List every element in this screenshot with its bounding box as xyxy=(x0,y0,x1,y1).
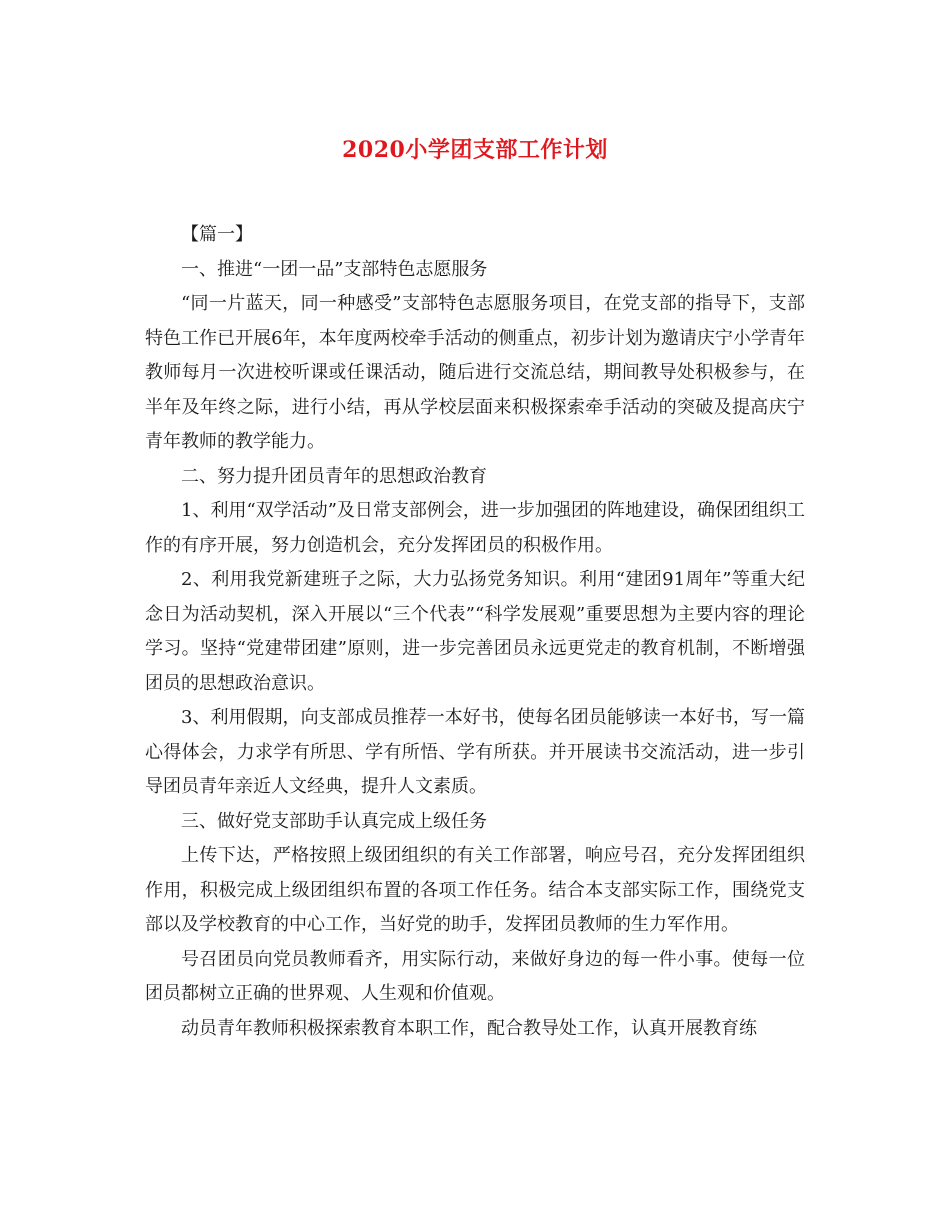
document-body xyxy=(145,218,805,1046)
paragraph: 2、利用我党新建班子之际，大力弘扬党务知识。利用“建团91周年”等重大纪念日为活动契机，深入开展以“三个代表”“科学发展观”重要思想为主要内容的理论学习。坚持“党建带团建”原则，进一步完善团员永远更党走的教育机制，不断增强团员的思想政治意识。 xyxy=(145,569,805,694)
paragraph: 3、利用假期，向支部成员推荐一本好书，使每名团员能够读一本好书，写一篇心得体会，力求学有所思、学有所悟、学有所获。并开展读书交流活动，进一步引导团员青年亲近人文经典，提升人文素质。 xyxy=(145,707,805,797)
heading-3: 三、做好党支部助手认真完成上级任务 xyxy=(181,810,487,832)
document-title: 2020小学团支部工作计划 xyxy=(342,137,608,163)
heading-1: 一、推进“一团一品”支部特色志愿服务 xyxy=(181,258,488,280)
heading-2: 二、努力提升团员青年的思想政治教育 xyxy=(181,465,487,487)
paragraph: 上传下达，严格按照上级团组织的有关工作部署，响应号召，充分发挥团组织作用，积极完成上级团组织布置的各项工作任务。结合本支部实际工作，围绕党支部以及学校教育的中心工作，当好党的助手，发挥团员教师的生力军作用。 xyxy=(145,845,805,935)
paragraph: “同一片蓝天，同一种感受”支部特色志愿服务项目，在党支部的指导下，支部特色工作已开展6年，本年度两校牵手活动的侧重点，初步计划为邀请庆宁小学青年教师每月一次进校听课或任课活动，随后进行交流总结，期间教导处积极参与，在半年及年终之际，进行小结，再从学校层面来积极探索牵手活动的突破及提高庆宁青年教师的教学能力。 xyxy=(145,293,805,452)
paragraph: 号召团员向党员教师看齐，用实际行动，来做好身边的每一件小事。使每一位团员都树立正确的世界观、人生观和价值观。 xyxy=(145,948,805,1004)
section-label: 【篇一】 xyxy=(181,224,253,245)
paragraph: 动员青年教师积极探索教育本职工作，配合教导处工作，认真开展教育练 xyxy=(181,1017,757,1039)
paragraph: 1、利用“双学活动”及日常支部例会，进一步加强团的阵地建设，确保团组织工作的有序开展，努力创造机会，充分发挥团员的积极作用。 xyxy=(145,500,805,556)
